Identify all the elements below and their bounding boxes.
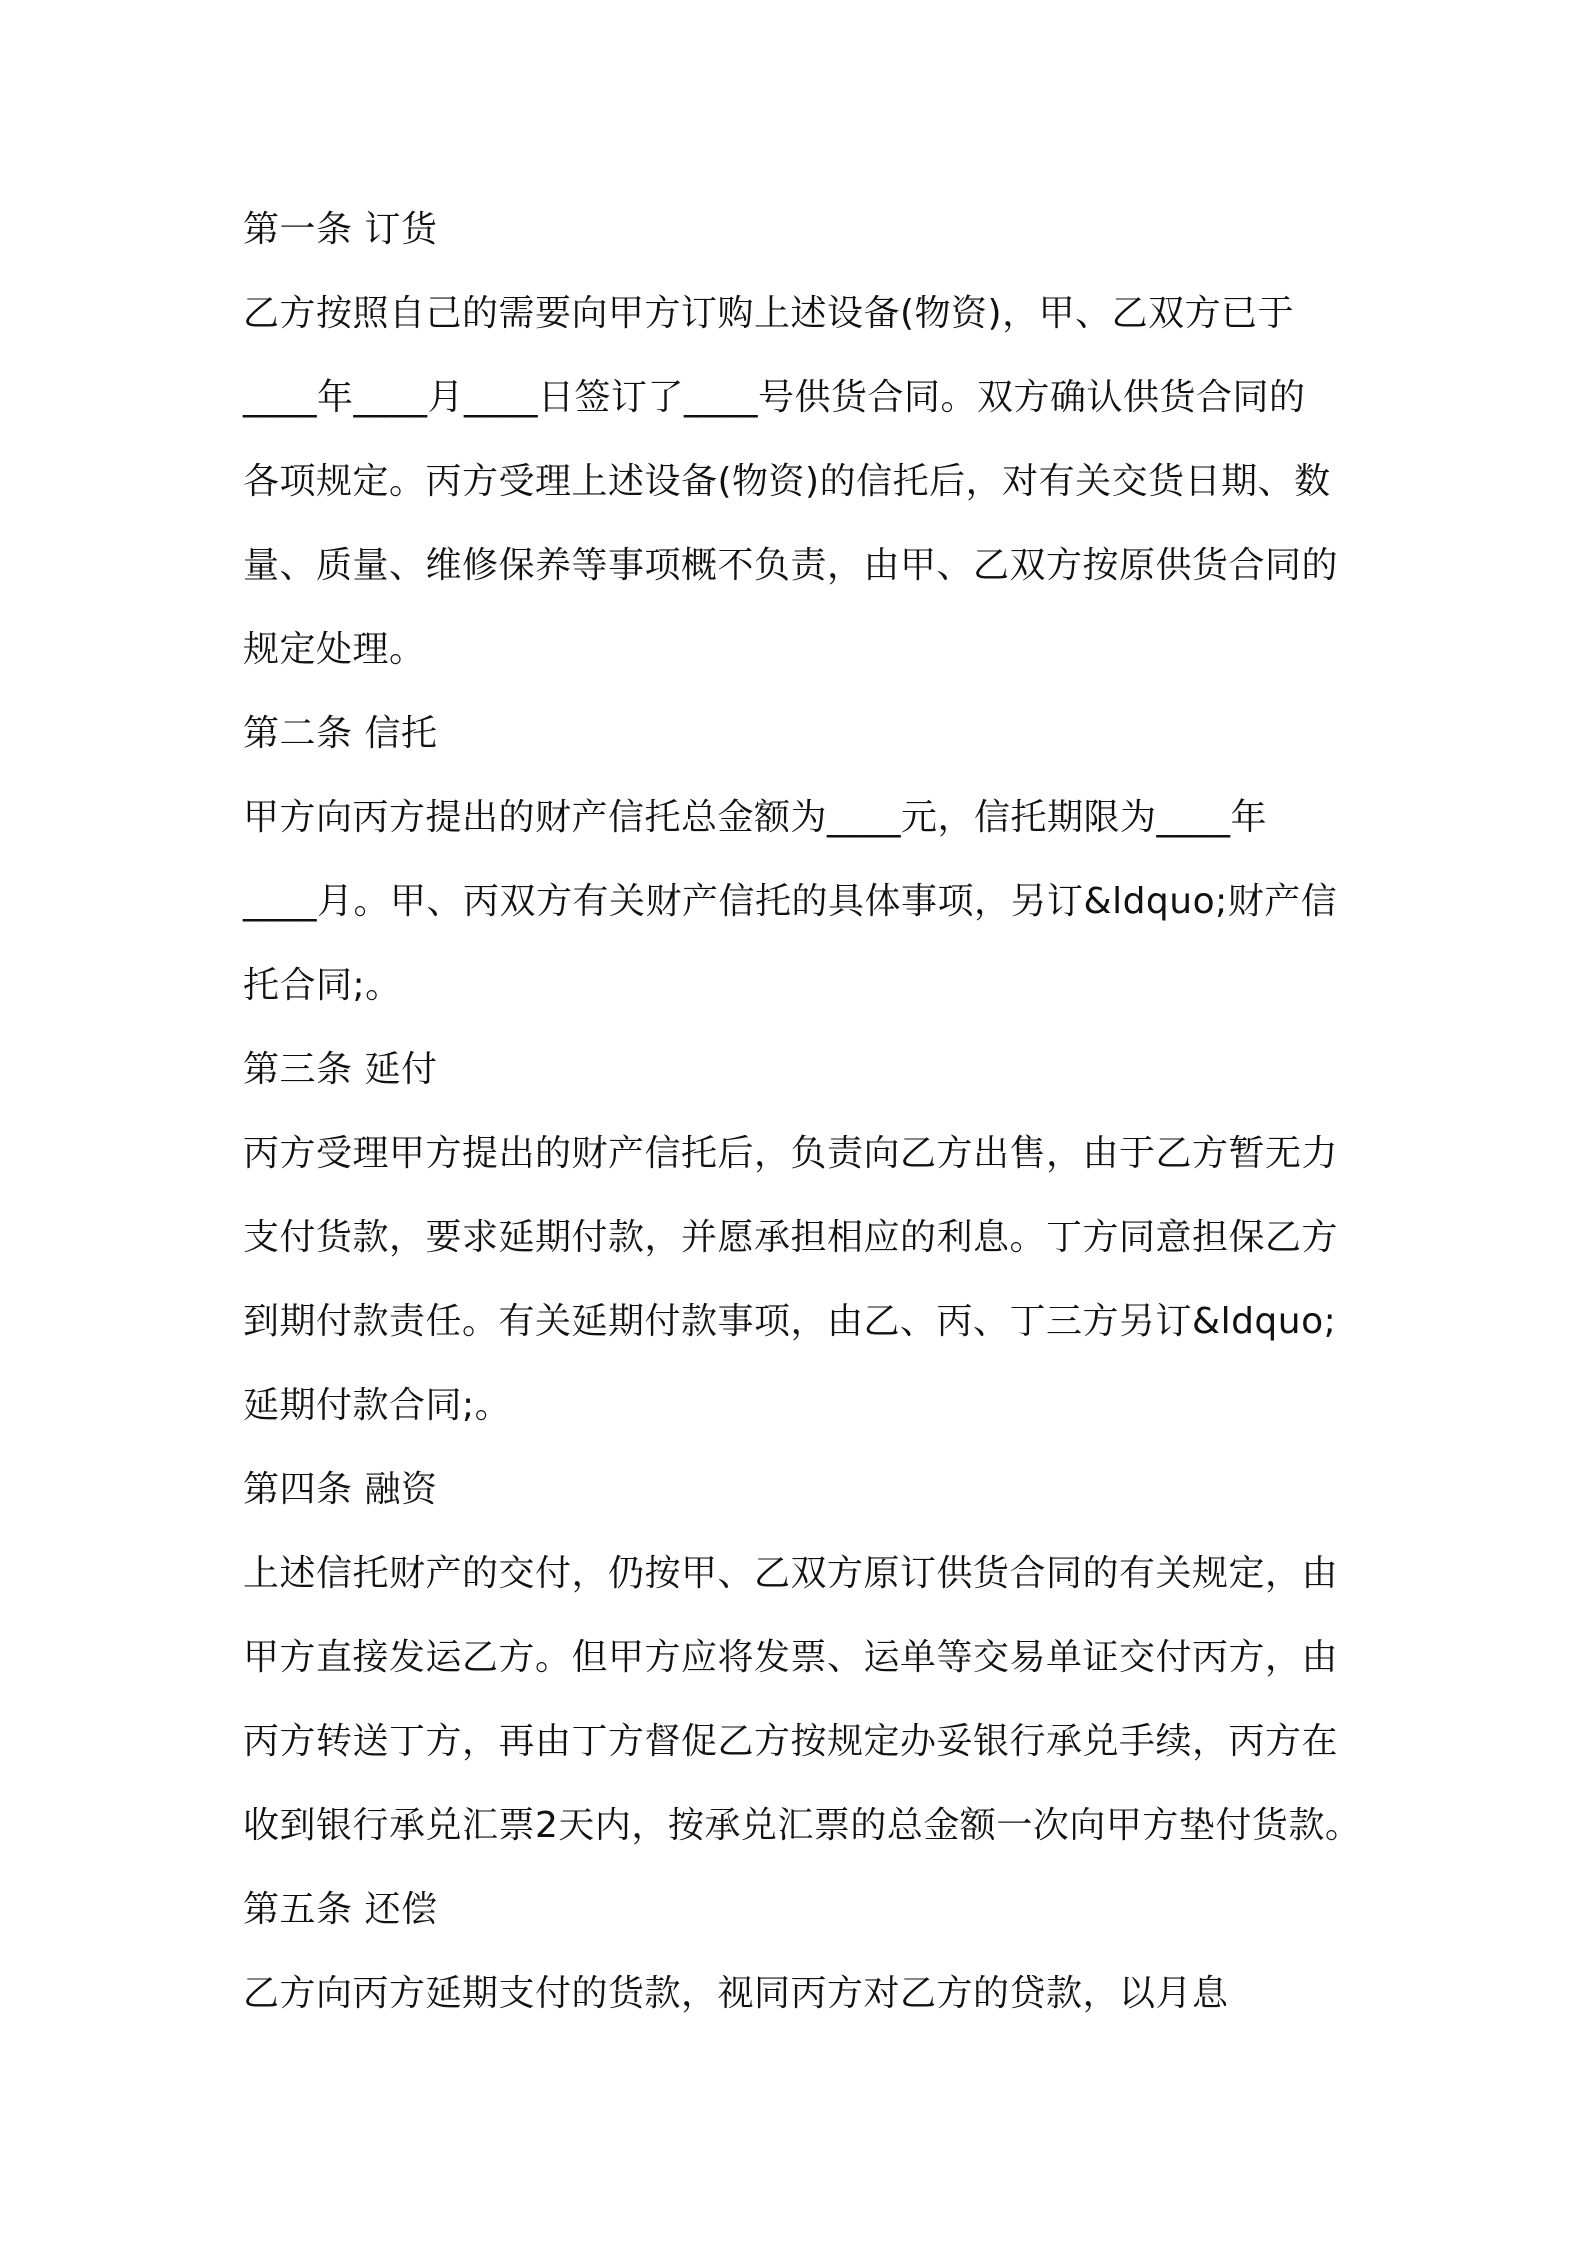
article-4-heading: 第四条 融资: [243, 1469, 438, 1510]
article-1-heading: 第一条 订货: [243, 209, 438, 250]
text-line: 甲方直接发运乙方。但甲方应将发票、运单等交易单证交付丙方，由: [243, 1637, 1339, 1678]
text-line: 量、质量、维修保养等事项概不负责，由甲、乙双方按原供货合同的: [243, 545, 1339, 586]
text-line: ____年____月____日签订了____号供货合同。双方确认供货合同的: [243, 377, 1306, 418]
text-line: 上述信托财产的交付，仍按甲、乙双方原订供货合同的有关规定，由: [243, 1553, 1339, 1594]
text-line: 收到银行承兑汇票2天内，按承兑汇票的总金额一次向甲方垫付货款。: [243, 1805, 1362, 1846]
text-line: 延期付款合同;。: [243, 1385, 512, 1426]
article-3-heading: 第三条 延付: [243, 1049, 438, 1090]
text-line: 规定处理。: [243, 629, 426, 670]
text-line: 托合同;。: [243, 965, 402, 1006]
document-page: [243, 188, 1363, 2036]
text-line: 乙方按照自己的需要向甲方订购上述设备(物资)，甲、乙双方已于: [243, 293, 1295, 334]
text-line: 到期付款责任。有关延期付款事项，由乙、丙、丁三方另订&ldquo;: [243, 1301, 1337, 1342]
text-line: 丙方受理甲方提出的财产信托后，负责向乙方出售，由于乙方暂无力: [243, 1133, 1339, 1174]
article-2-heading: 第二条 信托: [243, 713, 438, 754]
text-line: 乙方向丙方延期支付的货款，视同丙方对乙方的贷款，以月息: [243, 1973, 1229, 2014]
text-line: 丙方转送丁方，再由丁方督促乙方按规定办妥银行承兑手续，丙方在: [243, 1721, 1339, 1762]
text-line: 支付货款，要求延期付款，并愿承担相应的利息。丁方同意担保乙方: [243, 1217, 1339, 1258]
article-5-heading: 第五条 还偿: [243, 1889, 438, 1930]
text-line: 甲方向丙方提出的财产信托总金额为____元，信托期限为____年: [243, 797, 1268, 838]
text-line: 各项规定。丙方受理上述设备(物资)的信托后，对有关交货日期、数: [243, 461, 1331, 502]
text-line: ____月。甲、丙双方有关财产信托的具体事项，另订&ldquo;财产信: [243, 881, 1338, 922]
